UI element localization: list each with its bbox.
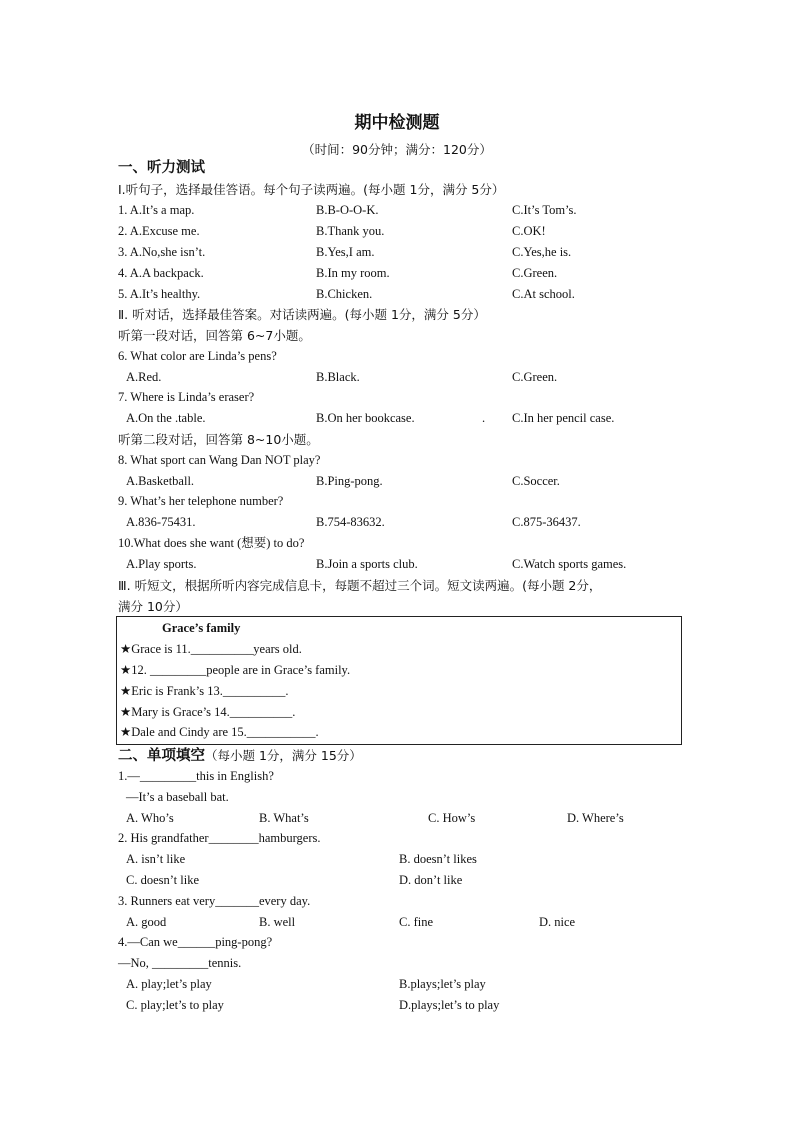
mc-question-3-a: A. good: [126, 915, 167, 929]
mc-question-2-d: D. don’t like: [399, 873, 463, 887]
question-1-c: C.It’s Tom’s.: [512, 203, 577, 217]
mc-question-3-b: B. well: [259, 915, 296, 929]
question-2-b: B.Thank you.: [316, 224, 385, 238]
mc-question-2-b: B. doesn’t likes: [399, 852, 477, 866]
question-1-b: B.B-O-O-K.: [316, 203, 379, 217]
mc-question-4-answer: —No, _________tennis.: [118, 956, 242, 970]
question-8: 8. What sport can Wang Dan NOT play?: [118, 453, 321, 467]
question-7-a: A.On the .table.: [126, 411, 206, 425]
info-card-line-15: ★Dale and Cindy are 15.___________.: [120, 725, 319, 739]
question-9-c: C.875-36437.: [512, 515, 581, 529]
mc-question-3-d: D. nice: [539, 915, 576, 929]
question-5-c: C.At school.: [512, 287, 575, 301]
page-title: 期中检测题: [354, 113, 440, 133]
mc-question-3-c: C. fine: [399, 915, 434, 929]
question-4-a: 4. A.A backpack.: [118, 266, 204, 280]
mc-question-3: 3. Runners eat very_______every day.: [118, 894, 311, 908]
mc-question-1-answer: —It’s a baseball bat.: [126, 790, 229, 804]
question-2-a: 2. A.Excuse me.: [118, 224, 200, 238]
info-card-title: Grace’s family: [162, 621, 241, 635]
question-9: 9. What’s her telephone number?: [118, 494, 284, 508]
question-10-a: A.Play sports.: [126, 557, 197, 571]
section-heading-grammar-row: [118, 748, 362, 764]
info-card-line-14: ★Mary is Grace’s 14.__________.: [120, 705, 296, 719]
dialog-1-note: 听第一段对话，回答第 6~7小题。: [118, 328, 311, 343]
instruction-2: Ⅱ. 听对话，选择最佳答案。对话读两遍。(每小题 1分，满分 5分）: [118, 307, 486, 322]
question-8-a: A.Basketball.: [126, 474, 195, 488]
question-10-c: C.Watch sports games.: [512, 557, 627, 571]
section-heading-listening: 一、听力测试: [118, 160, 205, 176]
question-1-a: 1. A.It’s a map.: [118, 203, 195, 217]
question-5-b: B.Chicken.: [316, 287, 373, 301]
info-card-line-13: ★Eric is Frank’s 13.__________.: [120, 684, 289, 698]
question-3-a: 3. A.No,she isn’t.: [118, 245, 206, 259]
question-3-c: C.Yes,he is.: [512, 245, 572, 259]
question-3-b: B.Yes,I am.: [316, 245, 375, 259]
mc-question-1: 1.—_________this in English?: [118, 769, 274, 783]
mc-question-4-a: A. play;let’s play: [126, 977, 212, 991]
mc-question-4-d: D.plays;let’s to play: [399, 998, 500, 1012]
instruction-3: Ⅲ. 听短文，根据所听内容完成信息卡，每题不超过三个词。短文读两遍。(每小题 2分，: [118, 578, 602, 593]
question-2-c: C.OK!: [512, 224, 546, 238]
mc-question-1-a: A. Who’s: [126, 811, 174, 825]
dialog-2-note: 听第二段对话，回答第 8~10小题。: [118, 432, 319, 447]
mc-question-1-c: C. How’s: [428, 811, 476, 825]
mc-question-1-b: B. What’s: [259, 811, 309, 825]
question-7-c: C.In her pencil case.: [512, 411, 615, 425]
mc-question-1-d: D. Where’s: [567, 811, 624, 825]
question-10: 10.What does she want (想要) to do?: [118, 536, 305, 550]
question-5-a: 5. A.It’s healthy.: [118, 287, 201, 301]
question-4-b: B.In my room.: [316, 266, 390, 280]
question-6-b: B.Black.: [316, 370, 360, 384]
section-heading-note: （每小题 1分，满分 15分）: [205, 748, 362, 763]
mc-question-4-b: B.plays;let’s play: [399, 977, 486, 991]
mc-question-4-c: C. play;let’s to play: [126, 998, 224, 1012]
mc-question-2: 2. His grandfather________hamburgers.: [118, 831, 321, 845]
question-7: 7. Where is Linda’s eraser?: [118, 390, 255, 404]
question-10-b: B.Join a sports club.: [316, 557, 418, 571]
question-4-c: C.Green.: [512, 266, 558, 280]
question-6: 6. What color are Linda’s pens?: [118, 349, 277, 363]
info-card-line-11: ★Grace is 11.__________years old.: [120, 642, 302, 656]
stray-dot: .: [482, 411, 486, 425]
question-6-a: A.Red.: [126, 370, 162, 384]
question-9-a: A.836-75431.: [126, 515, 196, 529]
question-7-b: B.On her bookcase.: [316, 411, 415, 425]
question-9-b: B.754-83632.: [316, 515, 385, 529]
mc-question-2-a: A. isn’t like: [126, 852, 186, 866]
instruction-3-cont: 满分 10分）: [118, 599, 188, 614]
info-card-line-12: ★12. _________people are in Grace’s family.: [120, 663, 351, 677]
mc-question-2-c: C. doesn’t like: [126, 873, 200, 887]
section-heading-grammar: 二、单项填空: [118, 748, 205, 764]
question-8-b: B.Ping-pong.: [316, 474, 383, 488]
question-8-c: C.Soccer.: [512, 474, 560, 488]
question-6-c: C.Green.: [512, 370, 558, 384]
instruction-1: Ⅰ.听句子，选择最佳答语。每个句子读两遍。(每小题 1分，满分 5分）: [118, 182, 505, 197]
mc-question-4: 4.—Can we______ping-pong?: [118, 935, 273, 949]
exam-info: （时间：90分钟；满分：120分）: [302, 142, 492, 157]
